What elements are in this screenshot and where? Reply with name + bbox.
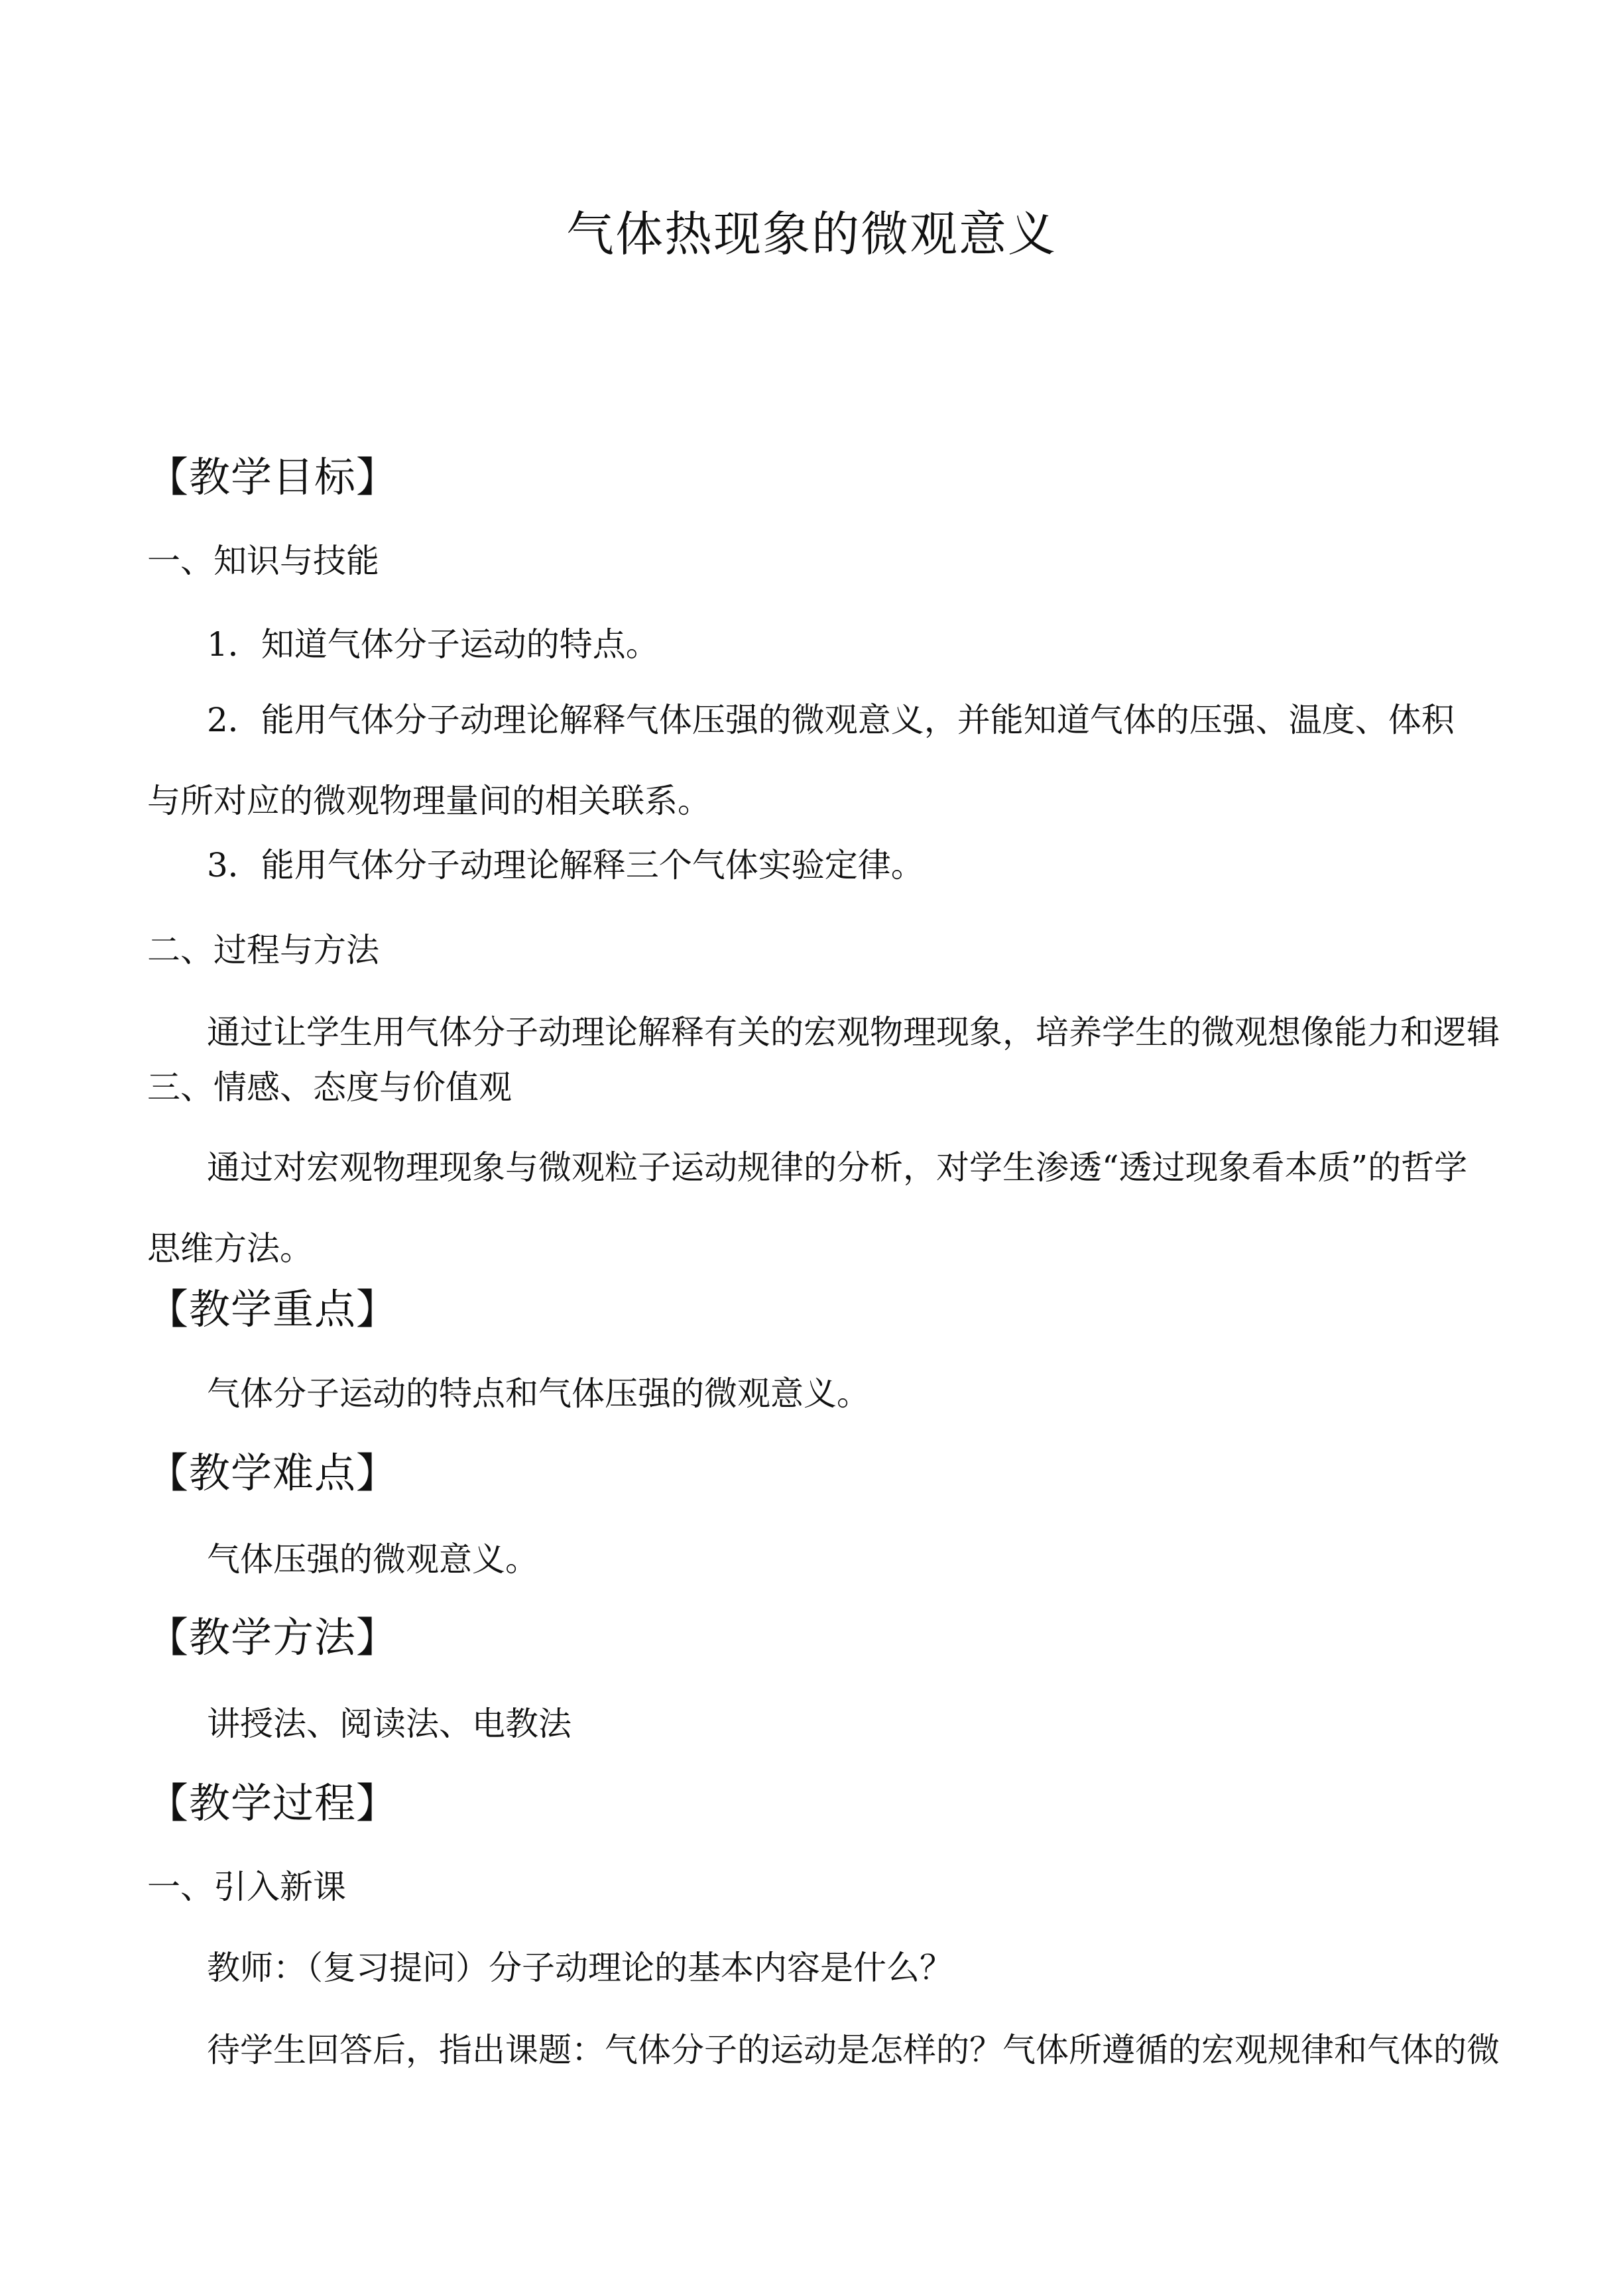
methods-heading: 【教学方法】 bbox=[147, 1613, 398, 1662]
key-points-text: 气体分子运动的特点和气体压强的微观意义。 bbox=[207, 1374, 870, 1413]
process-method-text: 通过让学生用气体分子动理论解释有关的宏观物理现象，培养学生的微观想像能力和逻辑 bbox=[207, 1013, 1500, 1052]
teacher-question: 教师：（复习提问）分子动理论的基本内容是什么？ bbox=[207, 1949, 953, 1987]
methods-text: 讲授法、阅读法、电教法 bbox=[207, 1705, 571, 1743]
difficulties-text: 气体压强的微观意义。 bbox=[207, 1540, 538, 1579]
key-points-heading: 【教学重点】 bbox=[147, 1285, 398, 1333]
process-method-heading: 二、过程与方法 bbox=[147, 931, 379, 969]
difficulties-heading: 【教学难点】 bbox=[147, 1449, 398, 1497]
intro-section-heading: 一、引入新课 bbox=[147, 1868, 346, 1906]
knowledge-skills-heading: 一、知识与技能 bbox=[147, 542, 379, 580]
emotion-values-heading: 三、情感、态度与价值观 bbox=[147, 1068, 512, 1107]
document-title: 气体热现象的微观意义 bbox=[566, 206, 1057, 262]
objectives-heading: 【教学目标】 bbox=[147, 453, 398, 501]
emotion-values-text: 通过对宏观物理现象与微观粒子运动规律的分析，对学生渗透“透过现象看本质”的哲学思维方法。 bbox=[147, 1148, 1468, 1268]
knowledge-item-2: 2．能用气体分子动理论解释气体压强的微观意义，并能知道气体的压强、温度、体积与所对应的微观物理量间的相关联系。 bbox=[147, 701, 1455, 820]
knowledge-item-1: 1．知道气体分子运动的特点。 bbox=[207, 625, 659, 664]
teaching-process-heading: 【教学过程】 bbox=[147, 1779, 398, 1827]
teacher-followup: 待学生回答后，指出课题：气体分子的运动是怎样的？气体所遵循的宏观规律和气体的微 bbox=[207, 2031, 1500, 2069]
knowledge-item-3: 3．能用气体分子动理论解释三个气体实验定律。 bbox=[207, 846, 924, 884]
